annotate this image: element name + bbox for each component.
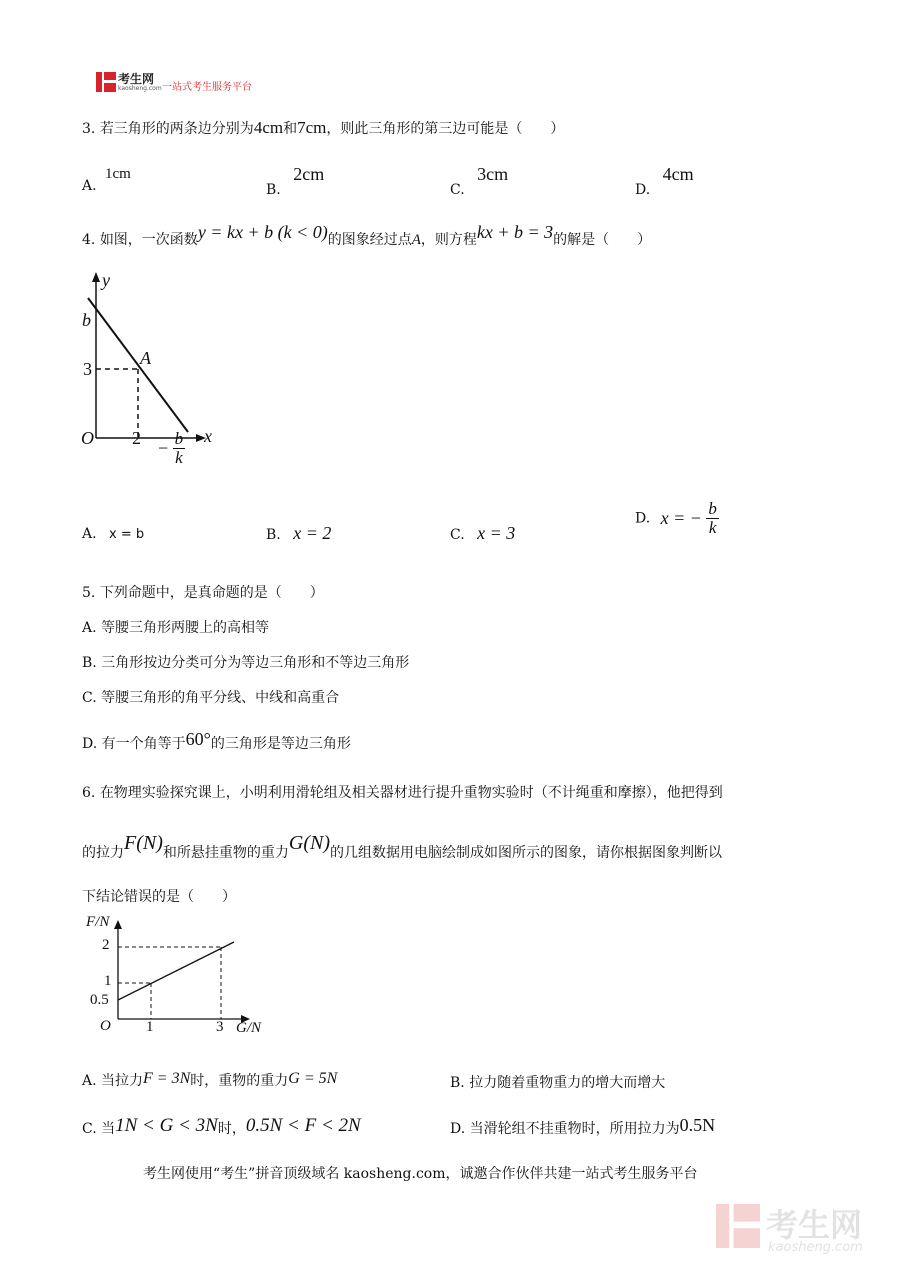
- q5-option-b[interactable]: [82, 652, 409, 672]
- q6-option-letter: B.: [450, 1075, 465, 1091]
- q6-option-letter: C.: [82, 1121, 97, 1137]
- q4-stem-a: 如图，一次函数: [99, 232, 198, 248]
- q4-neg-sign: −: [158, 438, 169, 458]
- q6-option-c-m1: 1N < G < 3N: [115, 1115, 218, 1136]
- q6-line-2: [82, 832, 722, 863]
- q4-option-d[interactable]: [635, 500, 719, 537]
- q4-option-letter: D.: [635, 510, 651, 527]
- q5-option-text: 等腰三角形的角平分线、中线和高重合: [101, 690, 340, 706]
- q4-graph-svg: [78, 270, 228, 480]
- q4-point: A: [411, 232, 421, 248]
- q6-option-letter: D.: [450, 1121, 466, 1137]
- watermark-logo-icon: [716, 1202, 760, 1250]
- q4-function-line: [88, 298, 188, 432]
- q6-option-d-m1: 0.5N: [679, 1115, 716, 1135]
- q6-option-c-m2: 0.5N < F < 2N: [245, 1115, 361, 1136]
- q5-stem: [82, 582, 324, 602]
- q4-origin-label: O: [81, 428, 94, 448]
- q4-option-value: x = 3: [477, 523, 516, 543]
- q5-option-text-a: 有一个角等于: [101, 736, 186, 752]
- q6-line-3-text: 下结论错误的是（ ）: [82, 889, 236, 905]
- q6-line-1: [82, 782, 723, 802]
- q4-frac-num: b: [174, 429, 184, 448]
- q4-function: y = kx + b (k < 0): [197, 222, 328, 242]
- q4-option-value: x = 2: [293, 523, 332, 543]
- q3-option-value: 4cm: [662, 164, 694, 184]
- q4-y-arrow: [92, 272, 100, 282]
- watermark-en: kaosheng.com: [768, 1240, 863, 1255]
- q4-a-label: A: [140, 348, 151, 368]
- q3-option-value: 2cm: [293, 164, 325, 184]
- q4-stem-c: ，则方程: [420, 232, 477, 248]
- q3-stem-b: ，则此三角形的第三边可能是（ ）: [326, 121, 565, 137]
- q6-option-c-text-a: 当: [101, 1121, 116, 1137]
- q4-option-prefix: x = −: [660, 508, 702, 528]
- q3-option-letter: D.: [635, 182, 651, 198]
- q4-y-label: y: [102, 270, 110, 290]
- q5-option-letter: A.: [82, 620, 97, 636]
- q6-graph: [84, 912, 284, 1042]
- q3-option-letter: A.: [82, 178, 97, 194]
- q5-option-letter: D.: [82, 736, 98, 752]
- q5-option-letter: B.: [82, 655, 97, 671]
- q6-y-label: [86, 914, 109, 931]
- q3-option-letter: C.: [450, 182, 465, 198]
- q6-option-b[interactable]: [450, 1072, 665, 1092]
- q4-option-d-num: b: [708, 499, 717, 518]
- q4-equation: kx + b = 3: [476, 222, 554, 242]
- q6-y-tick-2: 2: [102, 937, 110, 953]
- q5-option-c[interactable]: [82, 687, 339, 707]
- q3-option-c[interactable]: [450, 164, 509, 198]
- q6-x-tick-1: 1: [146, 1019, 154, 1035]
- q3-value-1: 4cm: [253, 118, 284, 137]
- q6-y-label-text: F/N: [86, 914, 110, 930]
- q6-option-d[interactable]: [450, 1117, 715, 1138]
- q3-option-a[interactable]: [82, 166, 131, 194]
- q5-stem-text: 下列命题中，是真命题的是（ ）: [99, 585, 324, 601]
- q6-g-symbol: G(N): [288, 832, 330, 854]
- q3-option-value: 3cm: [477, 164, 509, 184]
- q6-option-a[interactable]: [82, 1070, 337, 1090]
- q6-origin-label: O: [100, 1018, 111, 1034]
- footer-text: 考生网使用“考生”拼音顶级域名 kaosheng.com，诚邀合作伙伴共建一站式考生服务平台: [143, 1166, 698, 1182]
- q5-option-text: 等腰三角形两腰上的高相等: [101, 620, 270, 636]
- q6-y-arrow: [114, 920, 122, 929]
- q6-option-d-text: 当滑轮组不挂重物时，所用拉力为: [469, 1121, 680, 1137]
- q4-option-value: x = b: [109, 527, 145, 542]
- q6-y-tick-1: 1: [104, 973, 112, 989]
- logo-cn-text: 考生网: [118, 72, 155, 86]
- q4-option-d-den: k: [708, 518, 717, 537]
- q6-x-label: G/N: [236, 1020, 262, 1036]
- q5-option-text: 三角形按边分类可分为等边三角形和不等边三角形: [101, 655, 410, 671]
- q3-number: 3.: [82, 121, 96, 137]
- q6-option-a-text-b: 时，重物的重力: [190, 1073, 289, 1089]
- q5-option-a[interactable]: [82, 617, 269, 637]
- q4-frac-den: k: [175, 448, 183, 467]
- q6-line-3: [82, 886, 236, 906]
- q6-line-2-b: 和所悬挂重物的重力: [162, 845, 289, 861]
- q3-option-letter: B.: [266, 182, 281, 198]
- q6-f-symbol: F(N): [124, 832, 163, 854]
- q3-stem-and: 和: [283, 121, 298, 137]
- q4-stem-b: 的图象经过点: [327, 232, 412, 248]
- logo-icon: [96, 72, 116, 92]
- q5-angle: 60°: [185, 729, 211, 749]
- q4-option-a[interactable]: [82, 526, 144, 542]
- q6-line-2-c: 的几组数据用电脑绘制成如图所示的图象，请你根据图象判断以: [330, 845, 722, 861]
- q4-option-c[interactable]: [450, 523, 515, 544]
- q4-number: 4.: [82, 232, 96, 248]
- footer-watermark: [716, 1200, 886, 1260]
- q3-option-d[interactable]: [635, 164, 694, 198]
- q3-stem: [82, 118, 564, 138]
- q6-option-a-m1: F = 3N: [143, 1070, 191, 1087]
- q4-two-label: 2: [132, 428, 141, 448]
- q6-x-tick-3: 3: [216, 1019, 224, 1035]
- q3-option-value: 1cm: [105, 166, 131, 182]
- q6-function-line: [118, 942, 234, 1000]
- watermark-cn: 考生网: [766, 1206, 863, 1244]
- q4-b-label: b: [82, 310, 91, 330]
- q6-option-b-text: 拉力随着重物重力的增大而增大: [469, 1075, 666, 1091]
- q5-number: 5.: [82, 585, 96, 601]
- q4-stem: [82, 222, 652, 249]
- q6-line-1-text: 在物理实验探究课上，小明利用滑轮组及相关器材进行提升重物实验时（不计绳重和摩擦），他把得到: [99, 785, 723, 801]
- q4-option-letter: A.: [82, 526, 97, 542]
- q4-option-letter: C.: [450, 527, 465, 543]
- q4-option-b[interactable]: [266, 523, 331, 544]
- q3-value-2: 7cm: [297, 118, 327, 137]
- q3-stem-a: 若三角形的两条边分别为: [99, 121, 254, 137]
- q6-y-tick-0-5: 0.5: [90, 992, 109, 1008]
- logo-en-text: kaosheng.com: [118, 85, 162, 92]
- q6-option-a-m2: G = 5N: [288, 1070, 338, 1087]
- q6-option-a-text-a: 当拉力: [101, 1073, 144, 1089]
- q5-option-letter: C.: [82, 690, 97, 706]
- q6-option-c[interactable]: [82, 1117, 361, 1139]
- q5-option-text-b: 的三角形是等边三角形: [210, 736, 351, 752]
- q4-x-label: x: [204, 426, 212, 446]
- q6-line-2-a: 的拉力: [82, 845, 124, 861]
- q4-graph: [78, 270, 228, 480]
- q6-option-c-text-b: 时，: [217, 1121, 246, 1137]
- q5-option-d[interactable]: [82, 729, 351, 753]
- q4-option-letter: B.: [266, 527, 281, 543]
- q4-neg-b-over-k: [158, 430, 185, 467]
- q6-number: 6.: [82, 785, 96, 801]
- q3-option-b[interactable]: [266, 164, 325, 198]
- q6-option-letter: A.: [82, 1073, 97, 1089]
- q4-three-label: 3: [83, 359, 92, 379]
- q4-stem-d: 的解是（ ）: [553, 232, 652, 248]
- logo-slogan: 一站式考生服务平台: [162, 82, 252, 93]
